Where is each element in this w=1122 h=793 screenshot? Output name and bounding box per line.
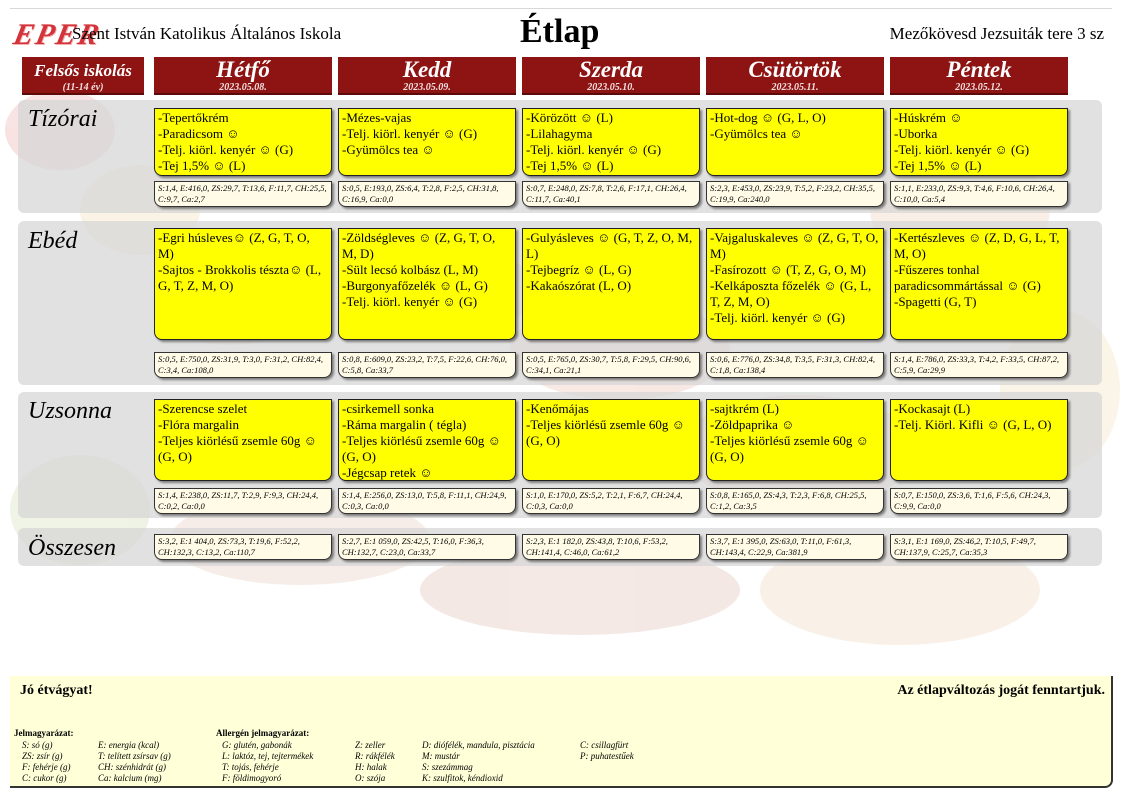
column-header-date: 2023.05.09. [403, 82, 451, 93]
allergen-column-1 [222, 740, 313, 784]
allergen-legend-title: Allergén jelmagyarázat: [216, 728, 310, 738]
menu-item: -Kakaószórat (L, O) [526, 278, 632, 293]
menu-item: -Teljes kiörlésű zsemle 60g ☺ (G, O) [526, 417, 685, 448]
menu-item: -Telj. kiörl. kenyér ☺ (G) [158, 142, 294, 157]
legend-item: Ca: kalcium (mg) [98, 773, 162, 783]
menu-item: -Szerencse szelet [158, 401, 248, 416]
nutrition-info-lunch-tuesday: S:0,8, E:609,0, ZS:23,2, T:7,5, F:22,6, CH:76,0, C:5,8, Ca:33,7 [338, 352, 516, 378]
legend-item: CH: szénhidrát (g) [98, 762, 166, 772]
column-header-friday [890, 57, 1068, 95]
column-header-wednesday [522, 57, 700, 95]
school-address: Mezőkövesd Jezsuiták tere 3 sz [889, 24, 1104, 43]
menu-item: -Burgonyafőzelék ☺ (L, G) [342, 278, 488, 293]
school-logo: EPER [10, 18, 104, 51]
menu-item: -Spagetti (G, T) [894, 294, 977, 309]
daily-total-thursday: S:3,7, E:1 395,0, ZS:63,0, T:11,0, F:61,3, CH:143,4, C:22,9, Ca:381,9 [706, 534, 884, 560]
nutrition-info-afternoon-snack-friday: S:0,7, E:150,0, ZS:3,6, T:1,6, F:5,6, CH:24,3, C:9,9, Ca:0,0 [890, 488, 1068, 514]
allergen-item: H: halak [355, 762, 387, 772]
menu-cell-morning-snack-thursday [706, 108, 884, 176]
menu-item: -Mézes-vajas [342, 110, 412, 125]
menu-cell-afternoon-snack-monday [154, 399, 332, 481]
meal-label-afternoon-snack: Uzsonna [28, 398, 113, 424]
menu-item: -Paradicsom ☺ [158, 126, 240, 141]
menu-item: -Teljes kiörlésű zsemle 60g ☺ (G, O) [710, 433, 869, 464]
legend-column-2 [98, 740, 171, 784]
menu-item: -Kockasajt (L) [894, 401, 971, 416]
allergen-item: O: szója [355, 773, 386, 783]
legend-column-1 [22, 740, 70, 784]
menu-item: -Telj. kiörl. kenyér ☺ (G) [342, 294, 478, 309]
menu-item: -Sajtos - Brokkolis tészta☺ (L, G, T, Z, M, O) [158, 262, 322, 293]
menu-item: -Gulyásleves ☺ (G, T, Z, O, M, L) [526, 230, 693, 261]
menu-item: -Telj. kiörl. kenyér ☺ (G) [526, 142, 662, 157]
nutrition-info-morning-snack-monday: S:1,4, E:416,0, ZS:29,7, T:13,6, F:11,7, CH:25,5, C:9,7, Ca:2,7 [154, 181, 332, 207]
allergen-item: P: puhatestűek [580, 751, 634, 761]
menu-item: -Tepertőkrém [158, 110, 229, 125]
top-divider [10, 8, 1112, 9]
column-header-thursday [706, 57, 884, 95]
nutrition-info-lunch-thursday: S:0,6, E:776,0, ZS:34,8, T:3,5, F:31,3, CH:82,4, C:1,8, Ca:138,4 [706, 352, 884, 378]
menu-item: -csirkemell sonka [342, 401, 435, 416]
menu-cell-lunch-friday [890, 228, 1068, 340]
menu-cell-morning-snack-tuesday [338, 108, 516, 176]
column-header-date: 2023.05.11. [771, 82, 819, 93]
menu-item: -Teljes kiörlésű zsemle 60g ☺ (G, O) [342, 433, 501, 464]
menu-item: -Gyümölcs tea ☺ [342, 142, 435, 157]
legend-item: T: telített zsírsav (g) [98, 751, 171, 761]
allergen-item: L: laktóz, tej, tejtermékek [222, 751, 314, 761]
column-header-tuesday [338, 57, 516, 95]
column-header-day: Péntek [946, 57, 1012, 82]
allergen-item: F: földimogyoró [222, 773, 282, 783]
allergen-item: D: diófélék, mandula, pisztácia [422, 740, 535, 750]
nutrition-info-lunch-monday: S:0,5, E:750,0, ZS:31,9, T:3,0, F:31,2, CH:82,4, C:3,4, Ca:108,0 [154, 352, 332, 378]
daily-total-friday: S:3,1, E:1 169,0, ZS:46,2, T:10,5, F:49,7, CH:137,9, C:25,7, Ca:35,3 [890, 534, 1068, 560]
column-header-monday [154, 57, 332, 95]
greeting-text: Jó étvágyat! [20, 683, 93, 698]
legend-item: E: energia (kcal) [98, 740, 160, 750]
menu-item: -Fasírozott ☺ (T, Z, G, O, M) [710, 262, 867, 277]
menu-item: -Telj. kiörl. kenyér ☺ (G) [342, 126, 478, 141]
page-title: Étlap [520, 13, 600, 50]
column-header-date: 2023.05.08. [219, 82, 267, 93]
menu-item: -Tejbegríz ☺ (L, G) [526, 262, 632, 277]
menu-item: -Tej 1,5% ☺ (L) [158, 158, 246, 173]
legend-item: F: fehérje (g) [22, 762, 71, 772]
column-header-day: Hétfő [216, 57, 270, 82]
menu-item: -Flóra margalin [158, 417, 239, 432]
menu-item: -Lilahagyma [526, 126, 593, 141]
column-header-day: Szerda [579, 57, 643, 82]
menu-cell-morning-snack-monday [154, 108, 332, 176]
menu-item: -Zöldpaprika ☺ [710, 417, 795, 432]
menu-cell-lunch-tuesday [338, 228, 516, 340]
nutrition-info-morning-snack-tuesday: S:0,5, E:193,0, ZS:6,4, T:2,8, F:2,5, CH:31,8, C:16,9, Ca:0,0 [338, 181, 516, 207]
column-header-sub: (11-14 év) [62, 82, 104, 93]
menu-item: -Teljes kiörlésű zsemle 60g ☺ (G, O) [158, 433, 317, 464]
menu-item: -Telj. Kiörl. Kifli ☺ (G, L, O) [894, 417, 1052, 432]
allergen-item: S: szezámmag [422, 762, 473, 772]
menu-cell-lunch-monday [154, 228, 332, 340]
menu-cell-morning-snack-wednesday [522, 108, 700, 176]
meal-label-total: Összesen [28, 535, 116, 561]
menu-item: -Sült lecsó kolbász (L, M) [342, 262, 479, 277]
nutrition-info-lunch-wednesday: S:0,5, E:765,0, ZS:30,7, T:5,8, F:29,5, CH:90,6, C:34,1, Ca:21,1 [522, 352, 700, 378]
allergen-column-4 [580, 740, 634, 762]
menu-item: -Zöldségleves ☺ (Z, G, T, O, M, D) [342, 230, 496, 261]
nutrition-info-afternoon-snack-tuesday: S:1,4, E:256,0, ZS:13,0, T:5,8, F:11,1, CH:24,9, C:0,3, Ca:0,0 [338, 488, 516, 514]
nutrition-info-afternoon-snack-monday: S:1,4, E:238,0, ZS:11,7, T:2,9, F:9,3, CH:24,4, C:0,2, Ca:0,0 [154, 488, 332, 514]
meal-label-morning-snack: Tízórai [28, 106, 98, 132]
menu-cell-afternoon-snack-thursday [706, 399, 884, 481]
menu-item: -Jégcsap retek ☺ [342, 465, 433, 480]
menu-item: -Ráma margalin ( tégla) [342, 417, 467, 432]
column-header-date: 2023.05.12. [955, 82, 1003, 93]
menu-item: -Kertészleves ☺ (Z, D, G, L, T, M, O) [894, 230, 1060, 261]
allergen-item: C: csillagfürt [580, 740, 629, 750]
menu-item: -Uborka [894, 126, 938, 141]
allergen-item: K: szulfitok, kéndioxid [422, 773, 503, 783]
allergen-item: R: rákfélék [355, 751, 395, 761]
meal-label-lunch: Ebéd [28, 228, 78, 254]
legend-item: ZS: zsír (g) [22, 751, 63, 761]
column-header-day: Kedd [402, 57, 452, 82]
menu-cell-afternoon-snack-friday [890, 399, 1068, 481]
nutrition-info-morning-snack-friday: S:1,1, E:233,0, ZS:9,3, T:4,6, F:10,6, CH:26,4, C:10,0, Ca:5,4 [890, 181, 1068, 207]
school-name: Szent István Katolikus Általános Iskola [72, 24, 342, 43]
menu-item: -Körözött ☺ (L) [526, 110, 613, 125]
menu-item: -Egri húsleves☺ (Z, G, T, O, M) [158, 230, 310, 261]
column-header-label: Felsős iskolás [34, 61, 132, 80]
nutrition-info-morning-snack-thursday: S:2,3, E:453,0, ZS:23,9, T:5,2, F:23,2, CH:35,5, C:19,9, Ca:240,0 [706, 181, 884, 207]
allergen-item: T: tojás, fehérje [222, 762, 279, 772]
menu-item: -Fűszeres tonhal paradicsommártással ☺ (G) [894, 262, 1041, 293]
nutrition-info-afternoon-snack-thursday: S:0,8, E:165,0, ZS:4,3, T:2,3, F:6,8, CH:25,5, C:1,2, Ca:3,5 [706, 488, 884, 514]
menu-item: -Hot-dog ☺ (G, L, O) [710, 110, 826, 125]
menu-item: -Kelkáposzta főzelék ☺ (G, L, T, Z, M, O) [710, 278, 872, 309]
menu-item: -Telj. kiörl. kenyér ☺ (G) [894, 142, 1030, 157]
menu-cell-lunch-thursday [706, 228, 884, 340]
legend-item: S: só (g) [22, 740, 53, 750]
menu-cell-morning-snack-friday [890, 108, 1068, 176]
menu-item: -sajtkrém (L) [710, 401, 779, 416]
menu-item: -Telj. kiörl. kenyér ☺ (G) [710, 310, 846, 325]
disclaimer-text: Az étlapváltozás jogát fenntartjuk. [897, 683, 1105, 698]
allergen-item: G: glutén, gabonák [222, 740, 292, 750]
footer-panel [10, 676, 1113, 788]
menu-cell-afternoon-snack-wednesday [522, 399, 700, 481]
column-header-day: Csütörtök [748, 57, 842, 82]
menu-cell-afternoon-snack-tuesday [338, 399, 516, 481]
legend-item: C: cukor (g) [22, 773, 67, 783]
menu-item: -Tej 1,5% ☺ (L) [526, 158, 614, 173]
daily-total-tuesday: S:2,7, E:1 059,0, ZS:42,5, T:16,0, F:36,3, CH:132,7, C:23,0, Ca:33,7 [338, 534, 516, 560]
allergen-column-3 [422, 740, 535, 784]
daily-total-monday: S:3,2, E:1 404,0, ZS:73,3, T:19,6, F:52,2, CH:132,3, C:13,2, Ca:110,7 [154, 534, 332, 560]
allergen-column-2 [355, 740, 395, 784]
nutrition-info-lunch-friday: S:1,4, E:786,0, ZS:33,3, T:4,2, F:33,5, CH:87,2, C:5,9, Ca:29,9 [890, 352, 1068, 378]
allergen-item: Z: zeller [355, 740, 386, 750]
menu-item: -Tej 1,5% ☺ (L) [894, 158, 982, 173]
allergen-item: M: mustár [422, 751, 460, 761]
nutrition-info-morning-snack-wednesday: S:0,7, E:248,0, ZS:7,8, T:2,6, F:17,1, CH:26,4, C:11,7, Ca:40,1 [522, 181, 700, 207]
menu-item: -Gyümölcs tea ☺ [710, 126, 803, 141]
menu-item: -Vajgaluskaleves ☺ (Z, G, T, O, M) [710, 230, 879, 261]
menu-cell-lunch-wednesday [522, 228, 700, 340]
menu-item: -Húskrém ☺ [894, 110, 963, 125]
column-header-age-group [22, 57, 144, 95]
nutrition-info-afternoon-snack-wednesday: S:1,0, E:170,0, ZS:5,2, T:2,1, F:6,7, CH:24,4, C:0,3, Ca:0,0 [522, 488, 700, 514]
daily-total-wednesday: S:2,3, E:1 182,0, ZS:43,8, T:10,6, F:53,2, CH:141,4, C:46,0, Ca:61,2 [522, 534, 700, 560]
menu-item: -Kenőmájas [526, 401, 589, 416]
legend-title: Jelmagyarázat: [14, 728, 74, 738]
column-header-date: 2023.05.10. [587, 82, 635, 93]
